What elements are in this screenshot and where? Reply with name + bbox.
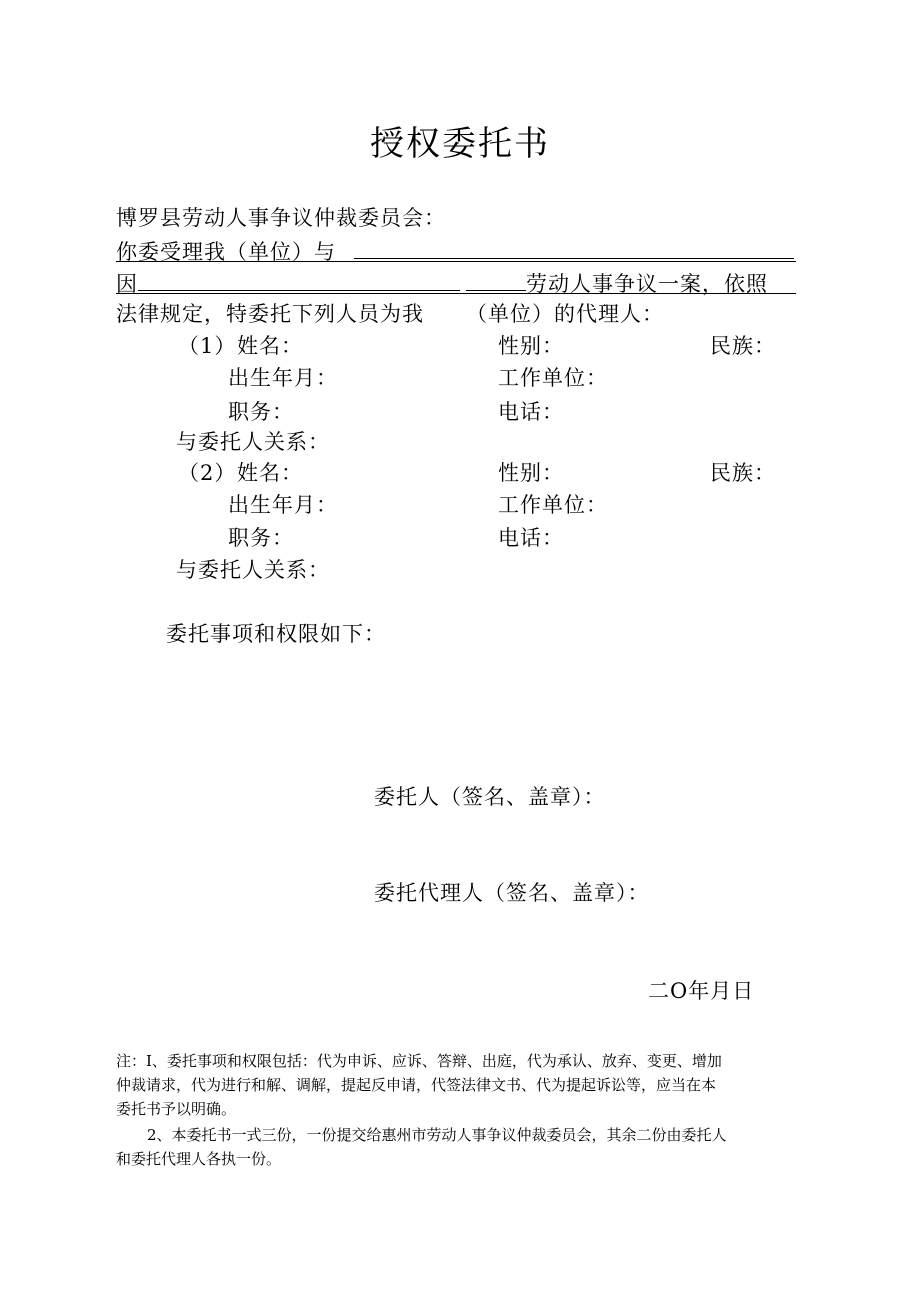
line2-suffix: 劳动人事争议一案，依照: [526, 272, 768, 296]
agent2-position-label: 职务：: [228, 526, 294, 550]
line3-part2: （单位）的代理人：: [466, 302, 664, 326]
line2-rule: [116, 293, 796, 294]
agent1-birth-label: 出生年月：: [228, 366, 338, 390]
note1-line3: 委托书予以明确。: [116, 1100, 237, 1118]
date-line: 二O年月日: [648, 979, 755, 1003]
line3-part1: 法律规定，特委托下列人员为我: [116, 302, 424, 326]
note2-line2: 和委托代理人各执一份。: [116, 1150, 282, 1168]
agent1-index: （1）: [178, 334, 237, 358]
line1-rule: [116, 261, 796, 262]
agent2-employer-label: 工作单位：: [498, 493, 608, 517]
agent1-phone-label: 电话：: [498, 400, 564, 424]
agent1-gender-label: 性别：: [498, 334, 564, 358]
line2-prefix: 因: [116, 272, 138, 296]
scope-label: 委托事项和权限如下：: [166, 622, 386, 646]
agent1-ethnicity-label: 民族：: [710, 334, 776, 358]
line2-blank-a: [138, 290, 460, 291]
agent1-position-label: 职务：: [228, 400, 294, 424]
agent2-phone-label: 电话：: [498, 526, 564, 550]
agent1-name-label: 姓名：: [237, 334, 303, 358]
agent2-relation-label: 与委托人关系：: [176, 558, 330, 582]
line2-blank-b: [466, 290, 526, 291]
line1-prefix: 你委受理我（单位）与: [116, 240, 336, 264]
addressee: 博罗县劳动人事争议仲裁委员会：: [116, 206, 446, 230]
agent2-index: （2）: [178, 461, 237, 485]
note1-line1: 注：I、委托事项和权限包括：代为申诉、应诉、答辩、出庭，代为承认、放弃、变更、增加: [116, 1052, 722, 1070]
agent-signature-label: 委托代理人（签名、盖章）：: [374, 881, 650, 905]
document-title: 授权委托书: [370, 124, 550, 164]
agent1-employer-label: 工作单位：: [498, 366, 608, 390]
principal-signature-label: 委托人（签名、盖章）：: [374, 785, 606, 809]
agent1-relation-label: 与委托人关系：: [176, 430, 330, 454]
agent2-name-label: 姓名：: [237, 461, 303, 485]
agent2-ethnicity-label: 民族：: [710, 461, 776, 485]
note1-line2: 仲裁请求，代为进行和解、调解，提起反申请，代签法律文书、代为提起诉讼等，应当在本: [116, 1076, 717, 1094]
agent2-gender-label: 性别：: [498, 461, 564, 485]
note2-line1: 2、本委托书一式三份，一份提交给惠州市劳动人事争议仲裁委员会，其余二份由委托人: [147, 1126, 727, 1144]
line1-blank: [354, 258, 794, 259]
agent2-birth-label: 出生年月：: [228, 493, 338, 517]
